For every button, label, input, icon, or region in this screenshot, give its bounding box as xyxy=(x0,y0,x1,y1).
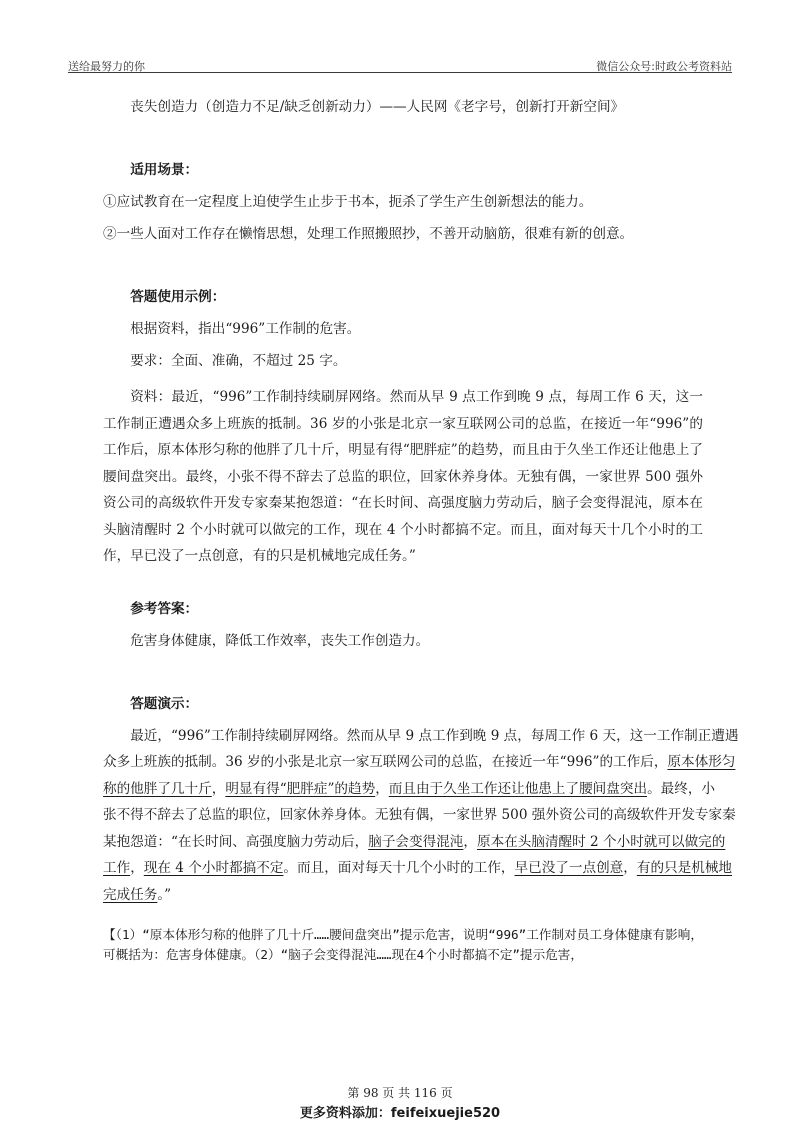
underlined-phrase: 原本在头脑清醒时 2 个小时就可以做完的 xyxy=(476,833,726,850)
text-segment: 。最终，小 xyxy=(647,780,716,797)
underlined-phrase: 原本体形匀 xyxy=(667,754,736,770)
text-segment: ， xyxy=(375,780,389,797)
example-heading: 答题使用示例： xyxy=(130,289,226,305)
demo-line xyxy=(103,886,703,913)
scenarios-heading: 适用场景： xyxy=(130,162,199,178)
underlined-phrase: 脑子会变得混沌 xyxy=(368,833,464,850)
page-header xyxy=(68,46,732,73)
text-segment: 最近，“996”工作制持续刷屏网络。然而从早 9 点工作到晚 9 点，每周工作 6 天，这一工作制正遭遇 xyxy=(130,727,739,744)
example-question: 根据资料，指出“996”工作制的危害。 xyxy=(130,321,361,337)
demo-heading: 答题演示： xyxy=(130,695,199,712)
text-segment: ， xyxy=(130,860,144,876)
example-material: 资料：最近，“996”工作制持续刷屏网络。然而从早 9 点工作到晚 9 点，每周工作 6 天，这一工作制正遭遇众多上班族的抵制。36 岁的小张是北京一家互联网公司的总监，在接近一年“996”的工作后，原本体形匀称的他胖了几十斤，明显有得“肥胖症”的趋势，而且由于久坐工作还让他患上了腰间盘突出。最终，小张不得不辞去了总监的职位，回家休养身体。无独有偶，一家世界 500 强外资公司的高级软件开发专家秦某抱怨道：“在长时间、高强度脑力劳动后，脑子会变得混沌，原本在头脑清醒时 2 个小时就可以做完的工作，现在 4 个小时都搞不定。而且，面对每天十几个小时的工作，早已没了一点创意，有的只是机械地完成任务。” xyxy=(103,389,703,564)
page-number: 第 98 页 共 116 页 xyxy=(347,1086,453,1100)
underlined-phrase: 而且由于久坐工作还让他患上了腰间盘突出 xyxy=(388,780,648,797)
underlined-phrase: 工作 xyxy=(103,860,131,876)
text-segment: ， xyxy=(623,860,637,876)
text-segment: 张不得不辞去了总监的职位，回家休养身体。无独有偶，一家世界 500 强外资公司的高级软件开发专家秦 xyxy=(103,807,736,823)
underlined-phrase: 明显有得“肥胖症”的趋势 xyxy=(225,780,376,797)
text-segment: 某抱怨道：“在长时间、高强度脑力劳动后， xyxy=(103,833,369,850)
header-left-text: 送给最努力的你 xyxy=(68,60,145,73)
demo-line xyxy=(103,833,726,860)
topic-line: 丧失创造力（创造力不足/缺乏创新动力）——人民网《老字号，创新打开新空间》 xyxy=(130,99,625,115)
underlined-phrase: 早已没了一点创意 xyxy=(514,860,624,876)
reference-answer: 危害身体健康，降低工作效率，丧失工作创造力。 xyxy=(130,632,430,649)
demo-line xyxy=(103,753,736,780)
scenario-item-1: ①应试教育在一定程度上迫使学生止步于书本，扼杀了学生产生创新想法的能力。 xyxy=(103,194,593,210)
demo-line xyxy=(103,806,736,833)
demo-line xyxy=(103,780,716,807)
underlined-phrase: 有的只是机械地 xyxy=(636,860,733,876)
header-right-text: 微信公众号:时政公考资料站 xyxy=(596,60,732,73)
analysis-note: 【（1）“原本体形匀称的他胖了几十斤……腰间盘突出”提示危害，说明“996”工作制对员工身体健康有影响，可概括为：危害身体健康。（2）“脑子会变得混沌……现在4个小时都搞不定”提示危害， xyxy=(103,927,703,962)
demo-paragraph xyxy=(103,727,739,913)
demo-line xyxy=(103,859,733,886)
example-requirement: 要求：全面、准确，不超过 25 字。 xyxy=(130,353,347,369)
underlined-phrase: 现在 4 个小时都搞不定 xyxy=(143,860,284,876)
demo-line xyxy=(103,727,739,754)
underlined-phrase: 完成任务 xyxy=(103,886,158,903)
text-segment: 众多上班族的抵制。36 岁的小张是北京一家互联网公司的总监，在接近一年“996”的工作后， xyxy=(103,754,668,770)
reference-heading: 参考答案： xyxy=(130,600,199,617)
text-segment: ， xyxy=(211,780,226,797)
text-segment: 。” xyxy=(157,886,172,903)
more-resources-text: 更多资料添加：feifeixuejie520 xyxy=(299,1106,501,1121)
scenario-item-2: ②一些人面对工作存在懒惰思想，处理工作照搬照抄，不善开动脑筋，很难有新的创意。 xyxy=(103,226,634,242)
text-segment: ， xyxy=(463,833,477,850)
underlined-phrase: 称的他胖了几十斤 xyxy=(103,780,212,797)
text-segment: 。而且，面对每天十几个小时的工作， xyxy=(283,860,515,876)
page-content xyxy=(103,98,739,965)
